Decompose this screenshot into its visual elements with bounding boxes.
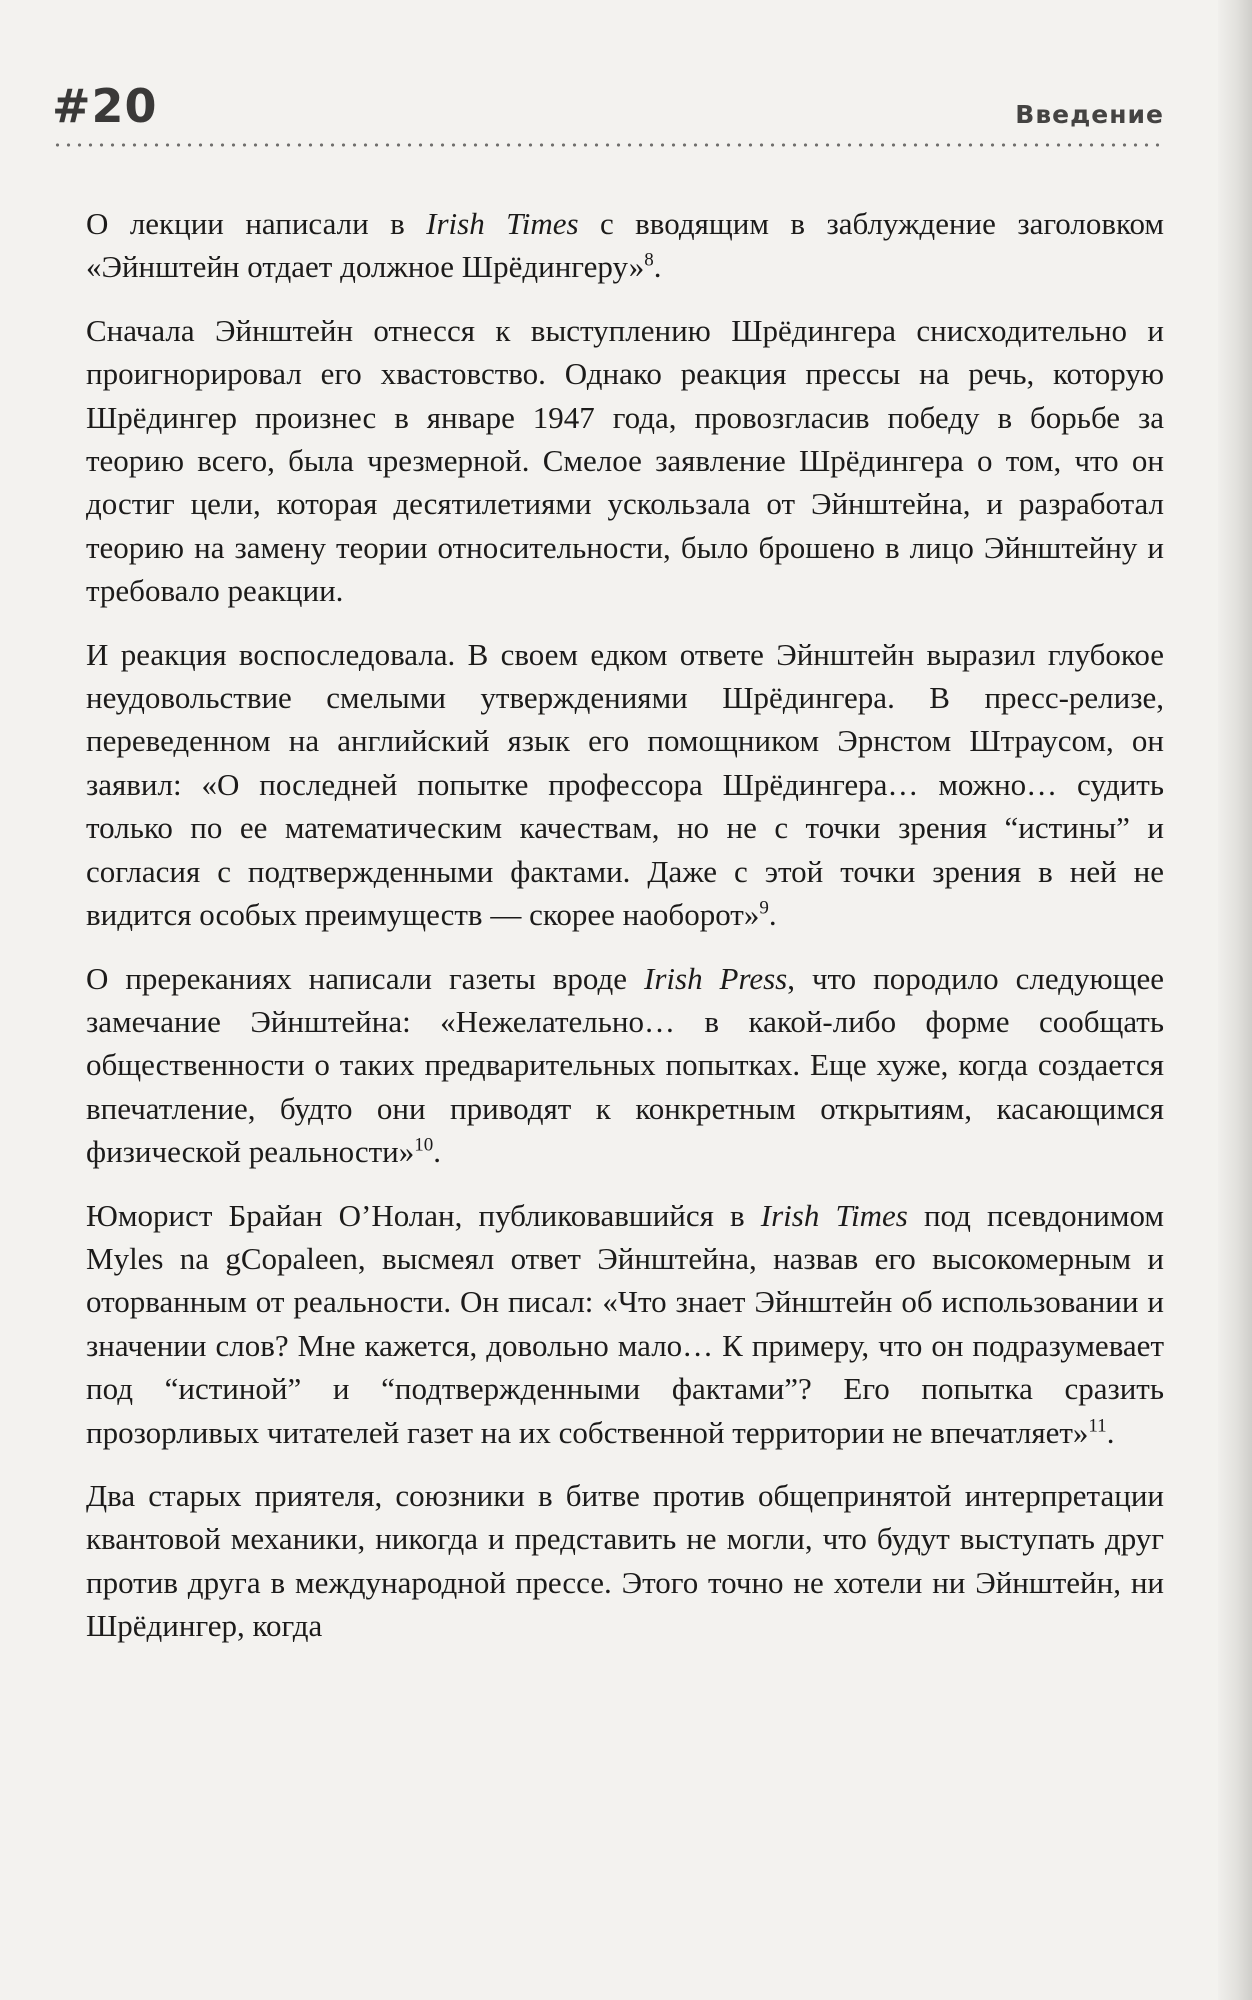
paragraph <box>86 957 1164 1174</box>
paragraph <box>86 309 1164 613</box>
text-run: Сначала Эйнштейн отнесся к выступлению Шрёдингера снисходительно и проигнорировал его хвастовство. Однако реакция прессы на речь, которую Шрёдингер произнес в январе 1947 года, провозгласив победу в борьбе за теорию всего, была чрезмерной. Смелое заявление Шрёдингера о том, что он достиг цели, которая десятилетиями ускользала от Эйнштейна, и разработал теорию на замену теории относительности, было брошено в лицо Эйнштейну и требовало реакции. <box>86 312 1164 609</box>
body-text <box>86 202 1164 1982</box>
paragraph <box>86 1194 1164 1454</box>
text-run: , что породило следующее замечание Эйнштейна: «Нежелательно… в какой-либо форме сообщать общественности о таких предварительных попытках. Еще хуже, когда создается впечатление, будто они приводят к конкретным открытиям, касающимся физической реальности» <box>86 960 1164 1170</box>
running-header <box>52 78 1164 152</box>
text-run: О пререканиях написали газеты вроде <box>86 960 644 996</box>
page-edge-shadow <box>1218 0 1252 2000</box>
paragraph <box>86 202 1164 289</box>
footnote-reference: 8 <box>644 250 654 272</box>
text-run: . <box>433 1134 442 1170</box>
text-run: Два старых приятеля, союзники в битве против общепринятой интерпретации квантовой механики, никогда и представить не могли, что будут выступать друг против друга в международной прессе. Этого точно не хотели ни Эйнштейн, ни Шрёдингер, когда <box>86 1477 1164 1644</box>
footnote-reference: 10 <box>414 1134 434 1156</box>
paragraph <box>86 633 1164 937</box>
text-run: под псевдонимом Myles na gCopaleen, высмеял ответ Эйнштейна, назвав его высокомерным и оторванным от реальности. Он писал: «Что знает Эйнштейн об использовании и значении слов? Мне кажется, довольно мало… К примеру, что он подразумевает под “истиной” и “подтвержденными фактами”? Его попытка сразить прозорливых читателей газет на их собственной территории не впечатляет» <box>86 1197 1164 1450</box>
text-run: . <box>653 249 662 285</box>
footnote-reference: 11 <box>1088 1415 1107 1437</box>
italic-title: Irish Press <box>644 960 788 996</box>
text-run: И реакция воспоследовала. В своем едком ответе Эйнштейн выразил глубокое неудовольствие смелыми утверждениями Шрёдингера. В пресс-релизе, переведенном на английский язык его помощником Эрнстом Штраусом, он заявил: «О последней попытке профессора Шрёдингера… можно… судить только по ее математическим качествам, но не с точки зрения “истины” и согласия с подтвержденными фактами. Даже с этой точки зрения в ней не видится особых преимуществ — скорее наоборот» <box>86 636 1164 933</box>
section-title: Введение <box>1015 100 1164 129</box>
italic-title: Irish Times <box>760 1197 908 1233</box>
text-run: . <box>1106 1414 1115 1450</box>
text-run: с вводящим в заблуждение заголовком «Эйнштейн отдает должное Шрёдингеру» <box>86 206 1164 285</box>
paragraph <box>86 1474 1164 1648</box>
text-run: . <box>768 897 777 933</box>
footnote-reference: 9 <box>759 897 769 919</box>
text-run: Юморист Брайан О’Нолан, публиковавшийся в <box>86 1197 761 1233</box>
page-number: #20 <box>52 79 158 133</box>
dotted-divider <box>52 142 1164 148</box>
italic-title: Irish Times <box>426 206 579 241</box>
text-run: О лекции написали в <box>86 206 427 241</box>
